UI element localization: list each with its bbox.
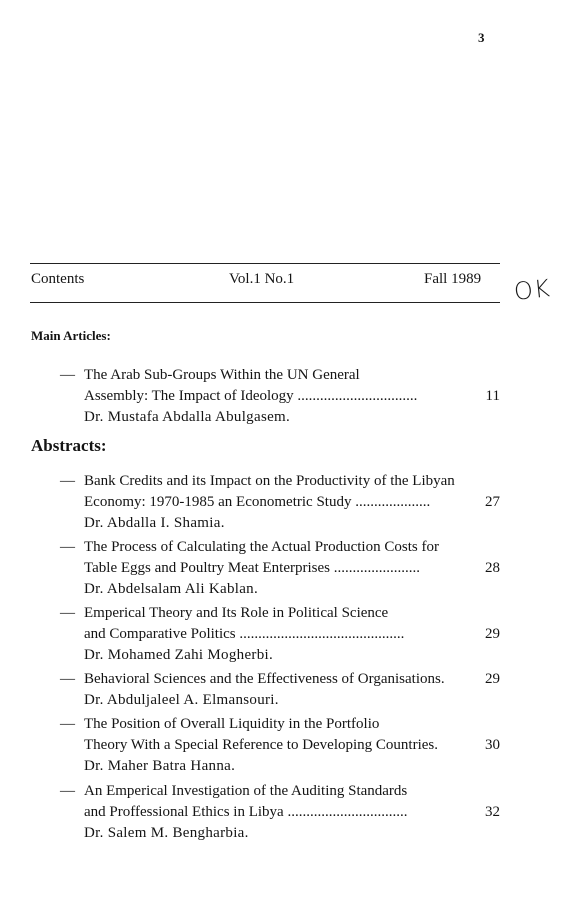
toc-entry-abstract-1 bbox=[60, 471, 500, 534]
entry-title-line: Economy: 1970-1985 an Econometric Study .................... bbox=[84, 494, 431, 510]
entry-title-line: The Process of Calculating the Actual Production Costs for bbox=[84, 539, 439, 555]
entry-title-line: Emperical Theory and Its Role in Political Science bbox=[84, 605, 389, 621]
entry-title-line: Bank Credits and its Impact on the Productivity of the Libyan bbox=[84, 473, 455, 489]
entry-page-number: 28 bbox=[485, 560, 500, 576]
entry-author: Dr. Abdelsalam Ali Kablan. bbox=[84, 581, 259, 597]
entry-page-number: 30 bbox=[485, 737, 500, 753]
entry-title-line: Behavioral Sciences and the Effectiveness of Organisations. bbox=[84, 671, 445, 687]
entry-page-number: 11 bbox=[485, 388, 500, 404]
entry-dash: — bbox=[60, 539, 75, 555]
entry-dash: — bbox=[60, 367, 75, 383]
entry-dash: — bbox=[60, 605, 75, 621]
header-rule-bottom bbox=[30, 302, 500, 303]
header-season: Fall 1989 bbox=[424, 271, 482, 287]
entry-title-line: and Comparative Politics ............................................ bbox=[84, 626, 405, 642]
toc-entry-abstract-4 bbox=[60, 669, 500, 711]
entry-author: Dr. Abduljaleel A. Elmansouri. bbox=[84, 692, 279, 708]
entry-author: Dr. Salem M. Bengharbia. bbox=[84, 825, 249, 841]
toc-entry-main-1 bbox=[60, 365, 500, 428]
handwritten-note: OK bbox=[512, 274, 553, 306]
entry-title-line: Theory With a Special Reference to Developing Countries. bbox=[84, 737, 439, 753]
entry-dash: — bbox=[60, 671, 75, 687]
entry-dash: — bbox=[60, 783, 75, 799]
abstracts-heading: Abstracts: bbox=[31, 436, 107, 455]
entry-author: Dr. Abdalla I. Shamia. bbox=[84, 515, 225, 531]
toc-entry-abstract-2 bbox=[60, 537, 500, 600]
header-volume: Vol.1 No.1 bbox=[229, 271, 295, 287]
main-articles-heading: Main Articles: bbox=[31, 328, 111, 343]
entry-title-line: The Position of Overall Liquidity in the Portfolio bbox=[84, 716, 380, 732]
entry-page-number: 29 bbox=[485, 626, 500, 642]
entry-title-line: An Emperical Investigation of the Auditing Standards bbox=[84, 783, 408, 799]
entry-title-line: and Proffessional Ethics in Libya ................................ bbox=[84, 804, 408, 820]
entry-author: Dr. Mustafa Abdalla Abulgasem. bbox=[84, 409, 291, 425]
entry-title-line: Assembly: The Impact of Ideology ................................ bbox=[84, 388, 418, 404]
entry-dash: — bbox=[60, 716, 75, 732]
toc-entry-abstract-5 bbox=[60, 714, 500, 777]
entry-page-number: 32 bbox=[485, 804, 500, 820]
header-rule-top bbox=[30, 263, 500, 264]
page-number: 3 bbox=[478, 30, 485, 45]
entry-page-number: 27 bbox=[485, 494, 500, 510]
entry-author: Dr. Maher Batra Hanna. bbox=[84, 758, 236, 774]
entry-dash: — bbox=[60, 473, 75, 489]
entry-page-number: 29 bbox=[485, 671, 500, 687]
entry-title-line: The Arab Sub-Groups Within the UN General bbox=[84, 367, 360, 383]
header-contents-label: Contents bbox=[31, 271, 85, 287]
entry-author: Dr. Mohamed Zahi Mogherbi. bbox=[84, 647, 274, 663]
entry-title-line: Table Eggs and Poultry Meat Enterprises ....................... bbox=[84, 560, 420, 576]
toc-entry-abstract-3 bbox=[60, 603, 500, 666]
toc-entry-abstract-6 bbox=[60, 781, 500, 844]
